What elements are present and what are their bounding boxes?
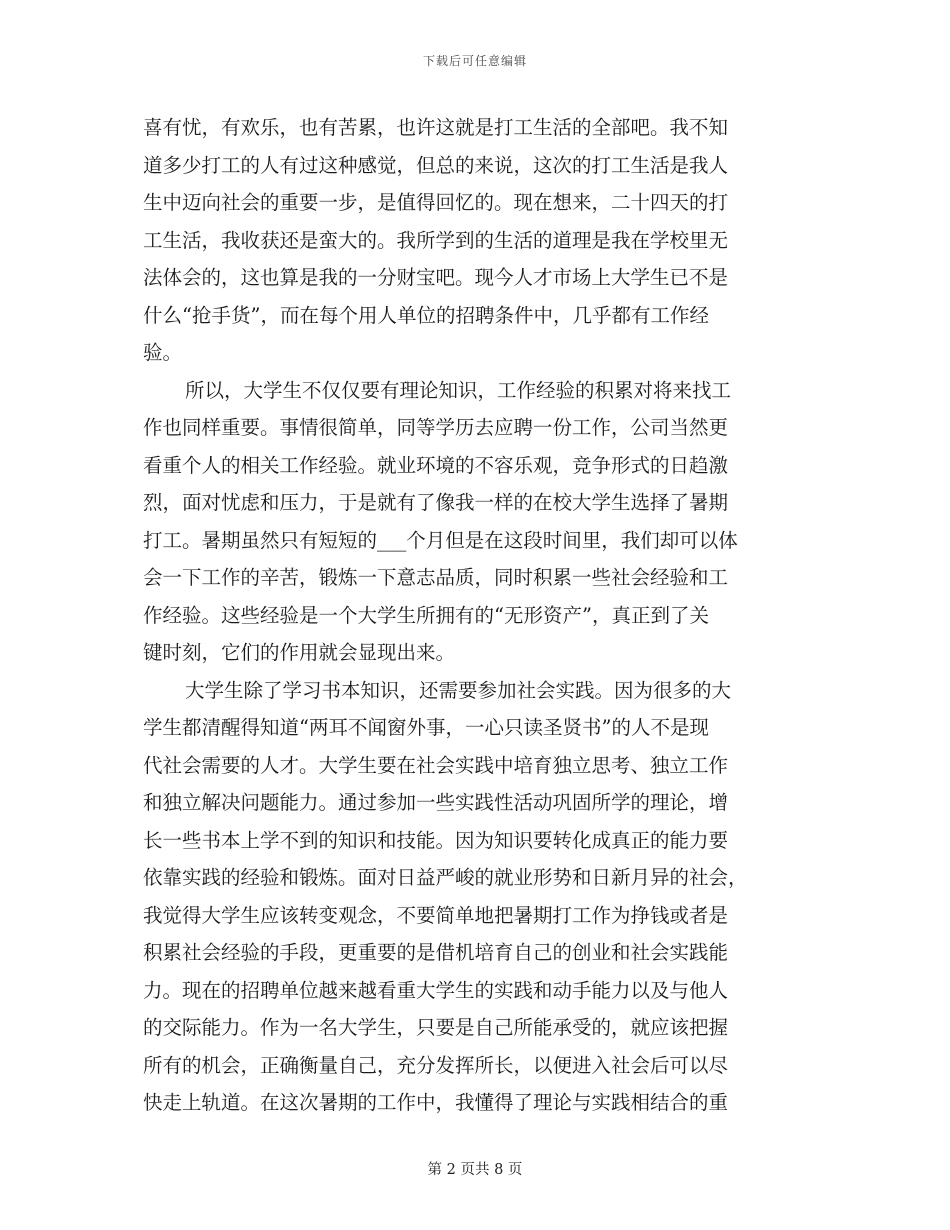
paragraph-3-first-line: 大学生除了学习书本知识，还需要参加社会实践。因为很多的大 (185, 678, 732, 702)
paragraph-1-line: 什么“抢手货”，而在每个用人单位的招聘条件中，几乎都有工作经 (143, 303, 709, 327)
paragraph-2-line: 看重个人的相关工作经验。就业环境的不容乐观，竞争形式的日趋激 (143, 453, 729, 477)
paragraph-2-line: 会一下工作的辛苦，锻炼一下意志品质，同时积累一些社会经验和工 (143, 566, 729, 589)
paragraph-2-line: 打工。暑期虽然只有短短的___个月但是在这段时间里，我们却可以体 (143, 528, 738, 552)
paragraph-1-line: 验。 (143, 341, 183, 364)
paragraph-2-line: 作经验。这些经验是一个大学生所拥有的“无形资产”，真正到了关 (143, 603, 709, 627)
page-header: 下载后可任意编辑 (422, 54, 527, 68)
paragraph-3-line: 代社会需要的人才。大学生要在社会实践中培育独立思考、独立工作 (143, 753, 729, 777)
paragraph-1-line: 工生活，我收获还是蛮大的。我所学到的生活的道理是我在学校里无 (143, 228, 729, 252)
paragraph-1-line: 法体会的，这也算是我的一分财宝吧。现今人才市场上大学生已不是 (143, 266, 729, 289)
paragraph-3-line: 学生都清醒得知道“两耳不闻窗外事，一心只读圣贤书”的人不是现 (143, 716, 709, 739)
paragraph-2-first-line: 所以，大学生不仅仅要有理论知识，工作经验的积累对将来找工 (185, 378, 732, 402)
paragraph-3-line: 力。现在的招聘单位越来越看重大学生的实践和动手能力以及与他人 (143, 978, 729, 1002)
paragraph-2-line: 作也同样重要。事情很简单，同等学历去应聘一份工作，公司当然更 (143, 416, 729, 439)
document-body (143, 109, 807, 1122)
paragraph-3-line: 依靠实践的经验和锻炼。面对日益严峻的就业形势和日新月异的社会， (143, 866, 748, 889)
paragraph-3-line: 和独立解决问题能力。通过参加一些实践性活动巩固所学的理论，增 (143, 791, 729, 814)
paragraph-2-line: 烈，面对忧虑和压力，于是就有了像我一样的在校大学生选择了暑期 (143, 491, 729, 514)
paragraph-2-line: 键时刻，它们的作用就会显现出来。 (143, 641, 456, 664)
paragraph-1-line: 喜有忧，有欢乐，也有苦累，也许这就是打工生活的全部吧。我不知 (143, 116, 729, 139)
paragraph-3-line: 快走上轨道。在这次暑期的工作中，我懂得了理论与实践相结合的重 (143, 1091, 729, 1114)
page-number-footer: 第 2 页共 8 页 (427, 1162, 523, 1178)
paragraph-1-line: 生中迈向社会的重要一步，是值得回忆的。现在想来，二十四天的打 (143, 191, 729, 214)
paragraph-3-line: 所有的机会，正确衡量自己，充分发挥所长，以便进入社会后可以尽 (143, 1053, 729, 1077)
paragraph-1-line: 道多少打工的人有过这种感觉，但总的来说，这次的打工生活是我人 (143, 153, 729, 177)
paragraph-3-line: 长一些书本上学不到的知识和技能。因为知识要转化成真正的能力要 (143, 828, 729, 852)
paragraph-3-line: 积累社会经验的手段，更重要的是借机培育自己的创业和社会实践能 (143, 941, 729, 964)
paragraph-3-line: 我觉得大学生应该转变观念，不要简单地把暑期打工作为挣钱或者是 (143, 903, 729, 927)
paragraph-3-line: 的交际能力。作为一名大学生，只要是自己所能承受的，就应该把握 (143, 1016, 729, 1039)
